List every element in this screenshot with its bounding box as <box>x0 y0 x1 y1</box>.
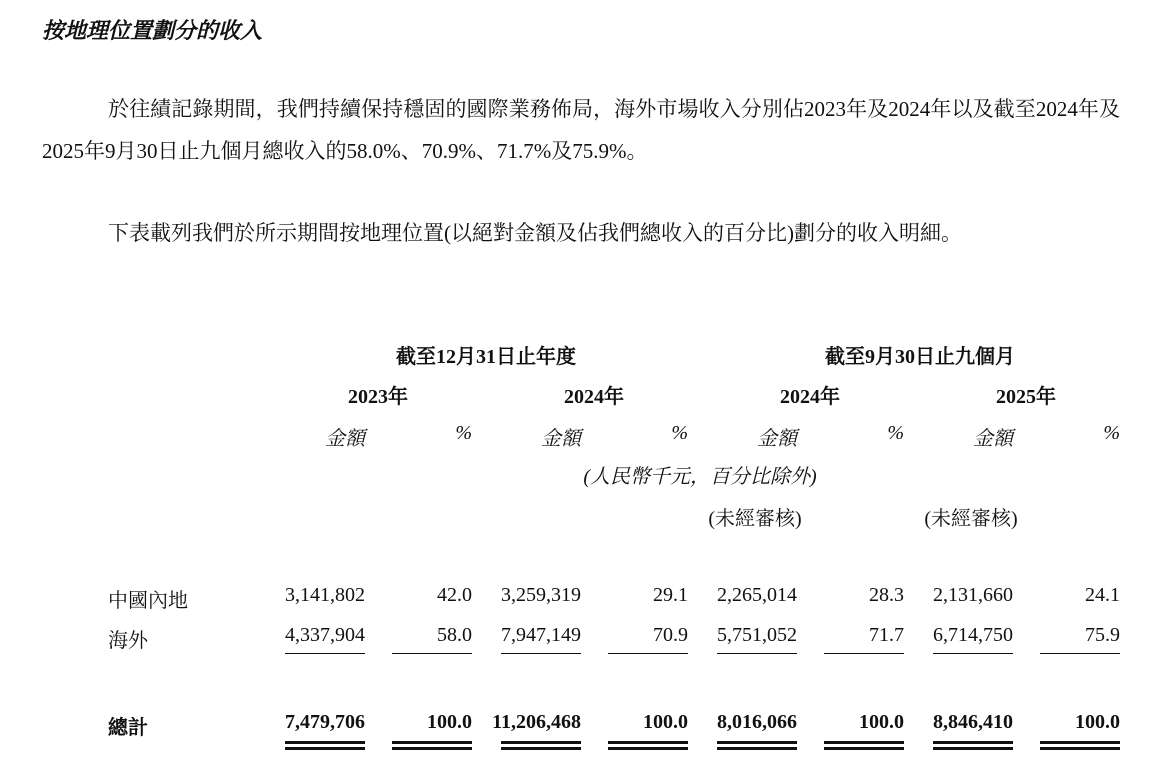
table-cell: 75.9 <box>1085 624 1120 646</box>
subtotal-rule <box>608 653 688 654</box>
percent-header: % <box>887 422 904 444</box>
subtotal-rule <box>1040 653 1120 654</box>
table-cell: 28.3 <box>869 584 904 606</box>
year-header: 2025年 <box>996 386 1056 408</box>
amount-header: 金額 <box>541 428 581 450</box>
subtotal-rule <box>933 653 1013 654</box>
subtotal-rule <box>285 653 365 654</box>
row-label-total: 總計 <box>108 717 148 739</box>
table-cell: 71.7 <box>869 624 904 646</box>
total-double-rule <box>1040 741 1120 750</box>
year-header: 2024年 <box>564 386 624 408</box>
table-cell: 2,265,014 <box>717 584 797 606</box>
table-cell-total: 100.0 <box>859 711 904 733</box>
table-cell-total: 100.0 <box>427 711 472 733</box>
total-double-rule <box>717 741 797 750</box>
subtotal-rule <box>824 653 904 654</box>
table-cell: 24.1 <box>1085 584 1120 606</box>
table-cell-total: 11,206,468 <box>492 711 581 733</box>
total-double-rule <box>933 741 1013 750</box>
section-heading: 按地理位置劃分的收入 <box>42 18 263 43</box>
total-double-rule <box>608 741 688 750</box>
period-header-fy: 截至12月31日止年度 <box>396 346 576 368</box>
year-header: 2024年 <box>780 386 840 408</box>
row-label-mainland: 中國內地 <box>108 590 188 612</box>
amount-header: 金額 <box>757 428 797 450</box>
total-double-rule <box>501 741 581 750</box>
table-cell: 29.1 <box>653 584 688 606</box>
unit-note: (人民幣千元，百分比除外) <box>583 466 817 488</box>
unaudited-note: (未經審核) <box>924 508 1018 530</box>
table-cell: 6,714,750 <box>933 624 1013 646</box>
unaudited-note: (未經審核) <box>708 508 802 530</box>
table-cell: 4,337,904 <box>285 624 365 646</box>
paragraph-overseas-share: 於往績記錄期間，我們持續保持穩固的國際業務佈局，海外市場收入分別佔2023年及2024年以及截至2024年及2025年9月30日止九個月總收入的58.0%、70.9%、71.7%及75.9%。 <box>42 97 1120 163</box>
subtotal-rule <box>717 653 797 654</box>
paragraph-table-intro: 下表載列我們於所示期間按地理位置(以絕對金額及佔我們總收入的百分比)劃分的收入明細。 <box>108 221 962 245</box>
table-cell: 58.0 <box>437 624 472 646</box>
percent-header: % <box>455 422 472 444</box>
year-header: 2023年 <box>348 386 408 408</box>
percent-header: % <box>1103 422 1120 444</box>
row-label-overseas: 海外 <box>108 630 148 652</box>
table-cell: 5,751,052 <box>717 624 797 646</box>
percent-header: % <box>671 422 688 444</box>
table-cell: 3,259,319 <box>501 584 581 606</box>
table-cell: 3,141,802 <box>285 584 365 606</box>
amount-header: 金額 <box>973 428 1013 450</box>
table-cell-total: 100.0 <box>643 711 688 733</box>
period-header-9m: 截至9月30日止九個月 <box>825 346 1015 368</box>
table-cell: 42.0 <box>437 584 472 606</box>
table-cell-total: 100.0 <box>1075 711 1120 733</box>
table-cell: 7,947,149 <box>501 624 581 646</box>
table-cell-total: 8,016,066 <box>717 711 797 733</box>
total-double-rule <box>285 741 365 750</box>
subtotal-rule <box>501 653 581 654</box>
table-cell: 2,131,660 <box>933 584 1013 606</box>
total-double-rule <box>824 741 904 750</box>
table-cell: 70.9 <box>653 624 688 646</box>
total-double-rule <box>392 741 472 750</box>
table-cell-total: 8,846,410 <box>933 711 1013 733</box>
table-cell-total: 7,479,706 <box>285 711 365 733</box>
subtotal-rule <box>392 653 472 654</box>
amount-header: 金額 <box>325 428 365 450</box>
